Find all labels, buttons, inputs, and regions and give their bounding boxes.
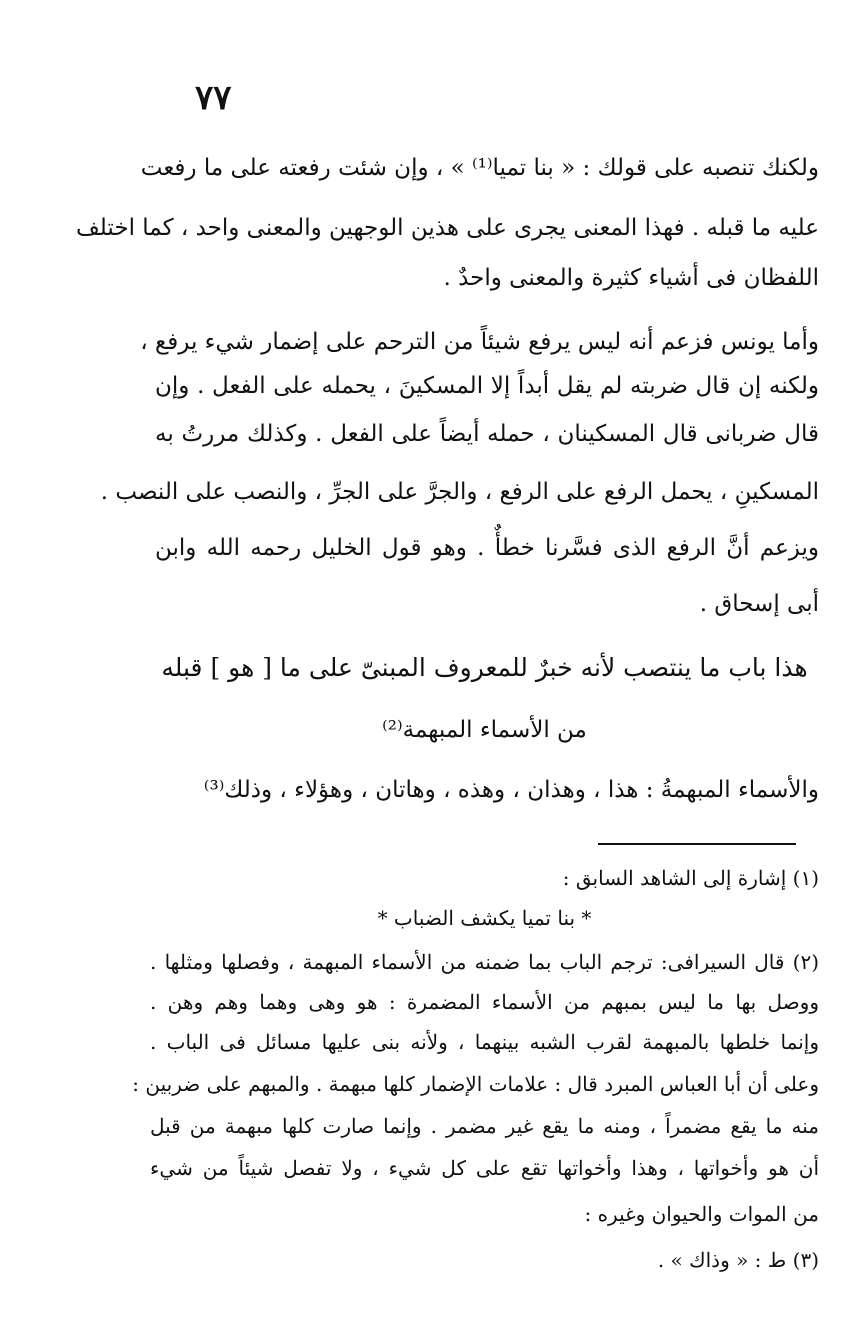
page-number: ٧٧ bbox=[195, 78, 232, 118]
paragraph-1-line-3: اللفظان فى أشياء كثيرة والمعنى واحدٌ . bbox=[443, 265, 819, 291]
footnote-2-line-2: ووصل بها ما ليس بمبهم من الأسماء المضمرة : هو وهى وهما وهم وهن . bbox=[150, 990, 819, 1014]
paragraph-1-line-2: عليه ما قبله . فهذا المعنى يجرى على هذين الوجهين والمعنى واحد ، كما اختلف bbox=[76, 215, 819, 241]
paragraph-2-line-4: المسكينِ ، يحمل الرفع على الرفع ، والجرَّ على الجرِّ ، والنصب على النصب . bbox=[100, 479, 819, 505]
footnote-2-line-3: وإنما خلطها بالمبهمة لقرب الشبه بينهما ، ولأنه بنى عليها مسائل فى الباب . bbox=[150, 1030, 819, 1054]
footnote-2-line-1: (٢) قال السيرافى: ترجم الباب بما ضمنه من الأسماء المبهمة ، وفصلها ومثلها . bbox=[150, 950, 819, 974]
chapter-heading: هذا باب ما ينتصب لأنه خبرٌ للمعروف المبنىّ على ما [ هو ] قبله bbox=[161, 653, 808, 682]
footnote-2-line-5: منه ما يقع مضمراً ، ومنه ما يقع غير مضمر . وإنما صارت كلها مبهمة من قبل bbox=[150, 1114, 819, 1138]
footnote-3: (٣) ط : « وذاك » . bbox=[657, 1248, 819, 1272]
footnote-2-line-4: وعلى أن أبا العباس المبرد قال : علامات الإضمار كلها مبهمة . والمبهم على ضربين : bbox=[132, 1072, 819, 1096]
paragraph-1-line-1: ولكنك تنصبه على قولك : « بنا تميا⁽¹⁾ » ، وإن شئت رفعته على ما رفعت bbox=[140, 155, 819, 181]
paragraph-3: والأسماء المبهمةُ : هذا ، وهذان ، وهذه ، وهاتان ، وهؤلاء ، وذلك⁽³⁾ bbox=[203, 777, 819, 803]
paragraph-2-line-1: وأما يونس فزعم أنه ليس يرفع شيئاً من الترحم على إضمار شيء يرفع ، bbox=[140, 329, 819, 355]
footnote-1: (١) إشارة إلى الشاهد السابق : bbox=[562, 866, 819, 890]
paragraph-2-line-3: قال ضربانى قال المسكينان ، حمله أيضاً على الفعل . وكذلك مررتُ به bbox=[155, 421, 819, 447]
paragraph-2-line-2: ولكنه إن قال ضربته لم يقل أبداً إلا المسكينَ ، يحمله على الفعل . وإن bbox=[155, 373, 819, 399]
footnote-1-verse: * بنا تميا يكشف الضباب * bbox=[377, 906, 592, 930]
footnote-separator bbox=[598, 843, 796, 845]
footnote-2-line-6: أن هو وأخواتها ، وهذا وأخواتها تقع على كل شيء ، ولا تفصل شيئاً من شيء bbox=[150, 1156, 820, 1180]
footnote-2-line-7: من الموات والحيوان وغيره : bbox=[584, 1202, 819, 1226]
chapter-subheading: من الأسماء المبهمة⁽²⁾ bbox=[382, 717, 587, 743]
paragraph-2-line-5: ويزعم أنَّ الرفع الذى فسَّرنا خطأٌ . وهو قول الخليل رحمه الله وابن bbox=[155, 535, 819, 561]
paragraph-2-line-6: أبى إسحاق . bbox=[699, 591, 819, 617]
